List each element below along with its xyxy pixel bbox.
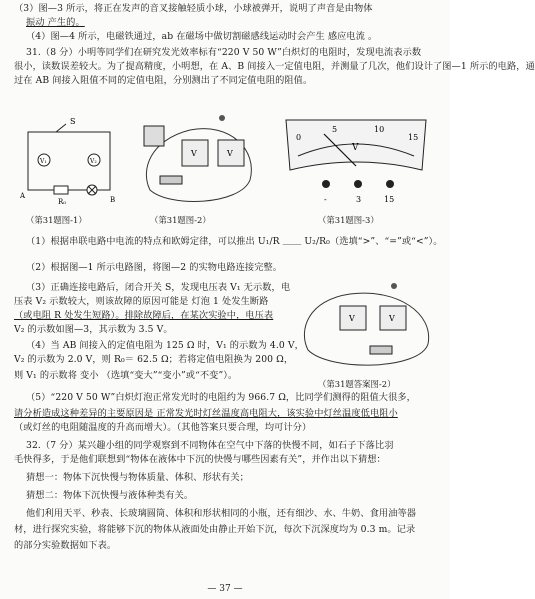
text-line: 压表 V₂ 示数较大，则该故障的原因可能是 灯泡 1 处发生断路	[14, 296, 269, 307]
figure-caption: （第31题图-1）	[26, 215, 87, 225]
apparatus-photo	[130, 110, 260, 210]
svg-text:V: V	[352, 143, 359, 153]
svg-text:V₁: V₁	[40, 158, 47, 165]
text-line: （5）“220 V 50 W”白炽灯泡正常发光时的电阻约为 966.7 Ω，比同学们测得的阻值大很多，	[26, 392, 416, 403]
answer-apparatus	[294, 280, 440, 376]
text-line: 过在 AB 间接入阻值不同的定值电阻，分别测出了不同定值电阻的阻值。	[14, 75, 313, 86]
text-line: 请分析造成这种差异的主要原因是 正常发光时灯丝温度高电阻大，该实验中灯丝温度低电阻小	[14, 408, 398, 419]
svg-text:V₂: V₂	[90, 158, 97, 165]
figure-caption: （第31题答案图-2）	[318, 379, 396, 389]
svg-text:V: V	[349, 314, 355, 323]
svg-text:V: V	[227, 149, 233, 158]
text-line: （4）当 AB 间接入的定值电阻为 125 Ω 时，V₁ 的示数为 4.0 V，	[26, 340, 304, 351]
svg-text:15: 15	[384, 195, 395, 204]
text-line: （2）根据图—1 所示电路图，将图—2 的实物电路连接完整。	[26, 262, 283, 273]
svg-text:B: B	[110, 196, 116, 204]
text-line: （1）根据串联电路中电流的特点和欧姆定律，可以推出 U₁/R ＿＿ U₂/R₀（选填“>”、“=”或“<”）。	[26, 236, 443, 247]
text-line: 材，进行探究实验，将能够下沉的物体从液面处由静止开始下沉，每次下沉深度均为 0.3 m。记录	[14, 524, 416, 535]
svg-text:15: 15	[408, 133, 419, 142]
text-line: 的部分实验数据如下表。	[14, 540, 117, 551]
svg-text:3: 3	[356, 195, 362, 204]
svg-text:5: 5	[332, 125, 338, 134]
circuit-diagram	[18, 110, 120, 210]
svg-text:0: 0	[296, 133, 302, 142]
text-line: 毛快得多，于是他们联想到“物体在液体中下沉的快慢与哪些因素有关”，并作出以下猜想：	[14, 454, 386, 465]
svg-text:R₀: R₀	[58, 198, 67, 206]
text-line: 31.（8 分）小明等同学们在研究发光效率标有“220 V 50 W”白炽灯的电阻时，发现电流表示数	[26, 47, 422, 58]
text-line: （3）图—3 所示，将正在发声的音叉接触轻质小球，小球被弹开，说明了声音是由物体	[14, 3, 373, 14]
text-line: （3）正确连接电路后，闭合开关 S，发现电压表 V₁ 无示数，电	[26, 282, 291, 293]
text-line: 则 V₁ 的示数将 变小 （选填“变大”“变小”或“不变”）。	[14, 370, 238, 381]
text-line: （或电阻 R 处发生短路）。排除故障后，在某次实验中，电压表	[14, 310, 274, 321]
svg-text:V: V	[389, 314, 395, 323]
figure-caption: （第31题图-3）	[318, 215, 379, 225]
text-line: V₂ 的示数为 2.0 V，则 R₀＝ 62.5 Ω；若将定值电阻换为 200 Ω，	[14, 354, 294, 365]
svg-text:V: V	[191, 149, 197, 158]
text-line: 振动 产生的。	[26, 17, 85, 28]
text-line: 猜想二：物体下沉快慢与液体种类有关。	[26, 490, 194, 501]
svg-text:A: A	[20, 192, 26, 200]
text-line: 32.（7 分）某兴趣小组的同学观察到不同物体在空气中下落的快慢不同，如石子下落比羽	[26, 440, 394, 451]
text-line: （4）图—4 所示，电磁铁通过，ab 在磁场中做切割磁感线运动时会产生 感应电流 。	[26, 31, 378, 42]
svg-text:10: 10	[374, 125, 385, 134]
voltmeter-scale	[276, 110, 436, 210]
svg-text:S: S	[70, 117, 76, 126]
svg-text:-: -	[324, 195, 327, 204]
page-number: — 37 —	[207, 584, 243, 594]
text-line: 猜想一：物体下沉快慢与物体质量、体积、形状有关；	[26, 472, 249, 483]
figure-caption: （第31题图-2）	[150, 215, 211, 225]
text-line: 他们利用天平、秒表、长玻璃圆筒、体积和形状相同的小瓶，还有细沙、水、牛奶、食用油等器	[26, 508, 417, 519]
text-line: （或灯丝的电阻随温度的升高而增大）。（其他答案只要合理，均可计分）	[14, 422, 312, 433]
text-line: V₂ 的示数如图—3，其示数为 3.5 V。	[14, 324, 173, 335]
text-line: 很小，读数误差较大。为了提高精度，小明想，在 A、B 间接入一定值电阻，并测量了几次，他们设计了图—1 所示的电路，通	[14, 61, 535, 72]
